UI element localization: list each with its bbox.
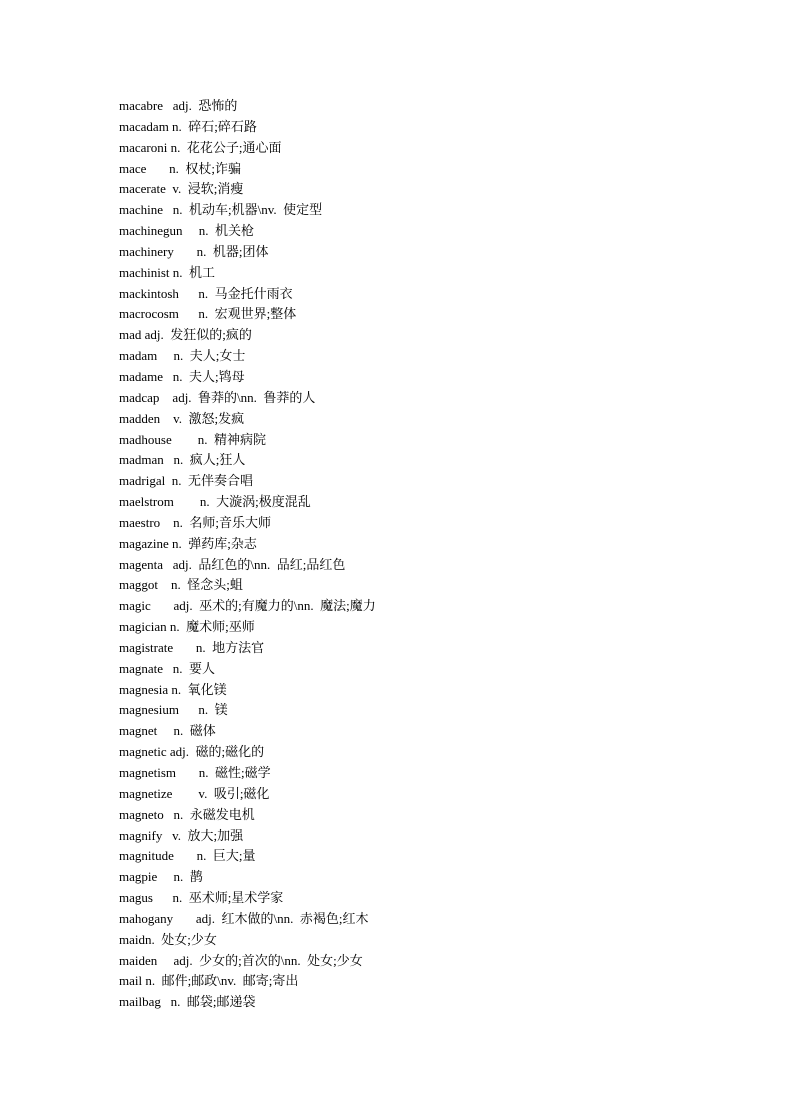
dictionary-entry: madden v. 激怒;发疯 [119,410,245,426]
dictionary-entry: magnesium n. 镁 [119,702,228,718]
dictionary-entry: magnitude n. 巨大;量 [119,848,256,864]
dictionary-entry: magnify v. 放大;加强 [119,827,244,843]
dictionary-entry: madcap adj. 鲁莽的\nn. 鲁莽的人 [119,389,316,405]
dictionary-entry: mackintosh n. 马金托什雨衣 [119,285,293,301]
dictionary-entry: magnetize v. 吸引;磁化 [119,785,270,801]
dictionary-entry: madrigal n. 无伴奏合唱 [119,473,253,489]
dictionary-entry: magenta adj. 品红色的\nn. 品红;品红色 [119,556,346,572]
dictionary-entry: mail n. 邮件;邮政\nv. 邮寄;寄出 [119,973,299,989]
dictionary-entry: maiden adj. 少女的;首次的\nn. 处女;少女 [119,952,363,968]
dictionary-entry: mace n. 权杖;诈骗 [119,160,242,176]
dictionary-entry: machine n. 机动车;机器\nv. 使定型 [119,202,323,218]
dictionary-entry: mad adj. 发狂似的;疯的 [119,327,252,343]
dictionary-entry: maelstrom n. 大漩涡;极度混乱 [119,494,311,510]
dictionary-entry: magnate n. 要人 [119,660,216,676]
dictionary-entry: magician n. 魔术师;巫师 [119,619,255,635]
dictionary-entry: madhouse n. 精神病院 [119,431,266,447]
dictionary-entry: magneto n. 永磁发电机 [119,806,255,822]
dictionary-entry: magpie n. 鹊 [119,869,203,885]
dictionary-entry: macaroni n. 花花公子;通心面 [119,139,282,155]
dictionary-entry: magistrate n. 地方法官 [119,639,265,655]
dictionary-entry: macadam n. 碎石;碎石路 [119,118,257,134]
dictionary-entry: macerate v. 浸软;消瘦 [119,181,244,197]
dictionary-entry: machinist n. 机工 [119,264,216,280]
dictionary-entry-list [119,96,376,1013]
dictionary-entry: magnet n. 磁体 [119,723,216,739]
dictionary-entry: maidn. 处女;少女 [119,931,217,947]
dictionary-entry: madman n. 疯人;狂人 [119,452,246,468]
dictionary-entry: mahogany adj. 红木做的\nn. 赤褐色;红木 [119,910,369,926]
dictionary-entry: machinegun n. 机关枪 [119,223,255,239]
dictionary-entry: magnetic adj. 磁的;磁化的 [119,744,265,760]
dictionary-entry: maggot n. 怪念头;蛆 [119,577,243,593]
dictionary-entry: maestro n. 名师;音乐大师 [119,514,272,530]
dictionary-entry: madame n. 夫人;鸨母 [119,368,245,384]
dictionary-entry: macabre adj. 恐怖的 [119,98,238,113]
dictionary-entry: madam n. 夫人;女士 [119,348,246,364]
dictionary-entry: magazine n. 弹药库;杂志 [119,535,257,551]
dictionary-entry: macrocosm n. 宏观世界;整体 [119,306,297,322]
dictionary-entry: magic adj. 巫术的;有魔力的\nn. 魔法;魔力 [119,598,376,614]
dictionary-entry: magnesia n. 氧化镁 [119,681,227,697]
dictionary-entry: magus n. 巫术师;星术学家 [119,890,284,906]
dictionary-entry: mailbag n. 邮袋;邮递袋 [119,994,256,1010]
dictionary-entry: magnetism n. 磁性;磁学 [119,765,271,780]
dictionary-entry: machinery n. 机器;团体 [119,243,269,259]
